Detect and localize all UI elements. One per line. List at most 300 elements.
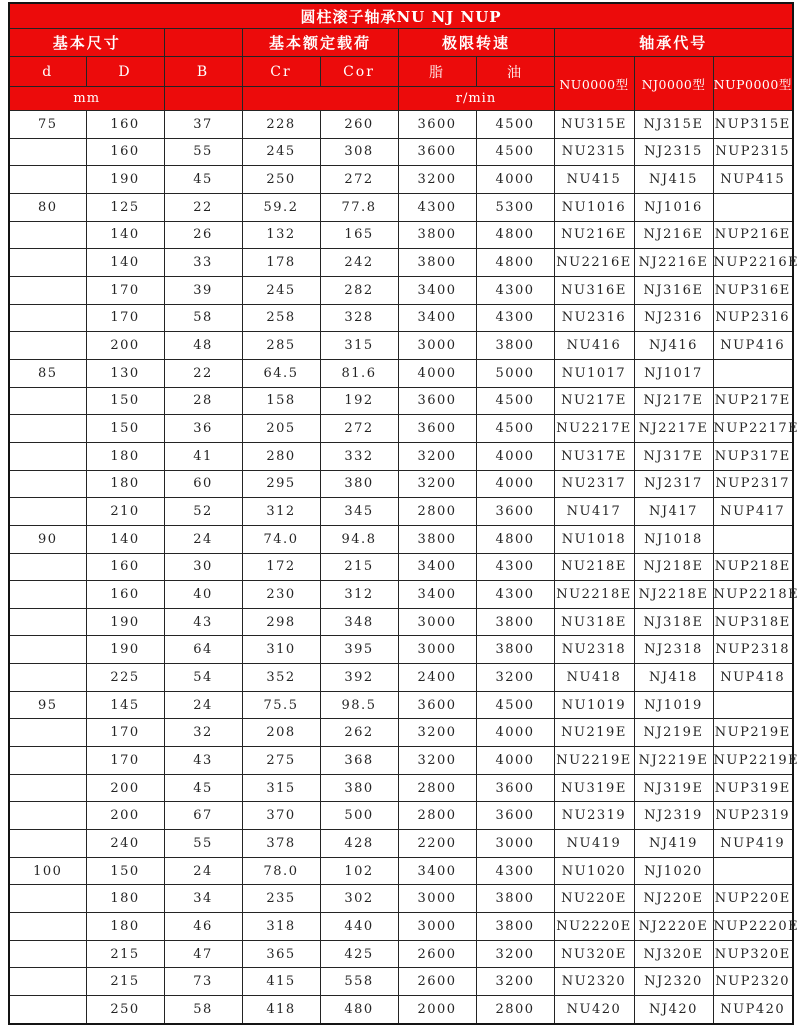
cell-NU-code: NU2318 (554, 636, 634, 664)
cell-grease-speed: 3800 (398, 221, 476, 249)
cell-Cor: 94.8 (320, 525, 398, 553)
col-cor: Cor (320, 57, 398, 87)
cell-NUP-code: NUP315E (713, 111, 793, 139)
cell-NU-code: NU317E (554, 442, 634, 470)
cell-oil-speed: 4500 (476, 138, 554, 166)
cell-Cor: 81.6 (320, 359, 398, 387)
cell-NU-code: NU315E (554, 111, 634, 139)
cell-NUP-code: NUP2318 (713, 636, 793, 664)
cell-d (9, 442, 86, 470)
cell-Cr: 365 (242, 940, 320, 968)
cell-grease-speed: 3800 (398, 525, 476, 553)
cell-d (9, 166, 86, 194)
col-d: d (9, 57, 86, 87)
cell-oil-speed: 4000 (476, 719, 554, 747)
cell-NJ-code: NJ1018 (634, 525, 713, 553)
cell-Cor: 345 (320, 498, 398, 526)
cell-Cr: 258 (242, 304, 320, 332)
cell-grease-speed: 3000 (398, 332, 476, 360)
cell-Cr: 315 (242, 774, 320, 802)
cell-Cor: 165 (320, 221, 398, 249)
cell-B: 30 (164, 553, 242, 581)
cell-d (9, 332, 86, 360)
cell-d (9, 415, 86, 443)
table-row (9, 193, 793, 221)
cell-grease-speed: 2600 (398, 940, 476, 968)
cell-grease-speed: 3000 (398, 636, 476, 664)
cell-oil-speed: 4000 (476, 470, 554, 498)
cell-oil-speed: 3200 (476, 664, 554, 692)
cell-B: 43 (164, 747, 242, 775)
cell-D: 145 (86, 691, 164, 719)
cell-oil-speed: 4500 (476, 387, 554, 415)
cell-d (9, 387, 86, 415)
col-D: D (86, 57, 164, 87)
cell-NUP-code: NUP2317 (713, 470, 793, 498)
cell-NU-code: NU318E (554, 608, 634, 636)
cell-grease-speed: 3400 (398, 857, 476, 885)
cell-NUP-code: NUP218E (713, 553, 793, 581)
cell-NJ-code: NJ319E (634, 774, 713, 802)
cell-NU-code: NU2315 (554, 138, 634, 166)
cell-NUP-code (713, 525, 793, 553)
cell-oil-speed: 4000 (476, 442, 554, 470)
table-row (9, 249, 793, 277)
cell-Cr: 312 (242, 498, 320, 526)
table-body (9, 111, 800, 1024)
cell-D: 125 (86, 193, 164, 221)
cell-NUP-code: NUP219E (713, 719, 793, 747)
cell-Cr: 172 (242, 553, 320, 581)
cell-Cor: 262 (320, 719, 398, 747)
group-header-row (9, 29, 793, 57)
col-B: B (164, 57, 242, 87)
cell-NJ-code: NJ219E (634, 719, 713, 747)
col-grease: 脂 (398, 57, 476, 87)
cell-NUP-code: NUP420 (713, 996, 793, 1024)
cell-NUP-code: NUP2218E (713, 581, 793, 609)
cell-B: 39 (164, 276, 242, 304)
cell-D: 190 (86, 166, 164, 194)
cell-Cr: 250 (242, 166, 320, 194)
cell-D: 140 (86, 249, 164, 277)
table-row (9, 830, 793, 858)
cell-B: 46 (164, 913, 242, 941)
cell-Cr: 132 (242, 221, 320, 249)
cell-Cr: 75.5 (242, 691, 320, 719)
cell-B: 52 (164, 498, 242, 526)
cell-B: 24 (164, 525, 242, 553)
cell-d: 90 (9, 525, 86, 553)
cell-grease-speed: 3600 (398, 111, 476, 139)
cell-NJ-code: NJ217E (634, 387, 713, 415)
cell-NUP-code (713, 359, 793, 387)
cell-Cr: 158 (242, 387, 320, 415)
cell-oil-speed: 4000 (476, 166, 554, 194)
cell-NU-code: NU218E (554, 553, 634, 581)
cell-Cor: 282 (320, 276, 398, 304)
table-row (9, 470, 793, 498)
cell-NJ-code: NJ2216E (634, 249, 713, 277)
cell-d (9, 719, 86, 747)
table-header (9, 3, 793, 111)
cell-B: 55 (164, 830, 242, 858)
table-row (9, 857, 793, 885)
cell-grease-speed: 2000 (398, 996, 476, 1024)
cell-D: 170 (86, 304, 164, 332)
header-bearing-code: 轴承代号 (554, 29, 793, 57)
table-row (9, 415, 793, 443)
cell-Cr: 285 (242, 332, 320, 360)
cell-oil-speed: 3800 (476, 332, 554, 360)
cell-D: 170 (86, 747, 164, 775)
cell-NJ-code: NJ318E (634, 608, 713, 636)
cell-D: 225 (86, 664, 164, 692)
cell-Cr: 208 (242, 719, 320, 747)
cell-NJ-code: NJ416 (634, 332, 713, 360)
cell-oil-speed: 4300 (476, 553, 554, 581)
cell-NUP-code: NUP2316 (713, 304, 793, 332)
header-limit-speed: 极限转速 (398, 29, 554, 57)
cell-Cor: 332 (320, 442, 398, 470)
cell-d (9, 498, 86, 526)
cell-B: 28 (164, 387, 242, 415)
cell-d (9, 664, 86, 692)
cell-Cor: 77.8 (320, 193, 398, 221)
cell-NU-code: NU420 (554, 996, 634, 1024)
cell-Cor: 308 (320, 138, 398, 166)
cell-grease-speed: 3600 (398, 691, 476, 719)
cell-Cr: 378 (242, 830, 320, 858)
cell-B: 34 (164, 885, 242, 913)
cell-Cor: 348 (320, 608, 398, 636)
cell-NUP-code: NUP2216E (713, 249, 793, 277)
unit-spacer-b (164, 87, 242, 111)
cell-oil-speed: 4800 (476, 221, 554, 249)
cell-grease-speed: 4300 (398, 193, 476, 221)
cell-Cr: 352 (242, 664, 320, 692)
cell-Cor: 102 (320, 857, 398, 885)
cell-NJ-code: NJ419 (634, 830, 713, 858)
cell-d (9, 940, 86, 968)
cell-D: 180 (86, 913, 164, 941)
cell-NU-code: NU219E (554, 719, 634, 747)
cell-NJ-code: NJ2319 (634, 802, 713, 830)
cell-d: 100 (9, 857, 86, 885)
cell-NJ-code: NJ2320 (634, 968, 713, 996)
unit-rpm: r/min (398, 87, 554, 111)
cell-NU-code: NU416 (554, 332, 634, 360)
cell-NU-code: NU220E (554, 885, 634, 913)
col-nup-type: NUP0000型 (713, 57, 793, 111)
cell-NJ-code: NJ2318 (634, 636, 713, 664)
cell-D: 190 (86, 636, 164, 664)
table-row (9, 138, 793, 166)
cell-B: 33 (164, 249, 242, 277)
cell-d (9, 608, 86, 636)
cell-NU-code: NU1019 (554, 691, 634, 719)
cell-NJ-code: NJ315E (634, 111, 713, 139)
table-row (9, 304, 793, 332)
cell-d (9, 968, 86, 996)
cell-grease-speed: 3400 (398, 304, 476, 332)
cell-NJ-code: NJ1020 (634, 857, 713, 885)
cell-NJ-code: NJ316E (634, 276, 713, 304)
cell-Cr: 298 (242, 608, 320, 636)
cell-d (9, 276, 86, 304)
cell-oil-speed: 4500 (476, 691, 554, 719)
title-row (9, 3, 793, 29)
cell-D: 160 (86, 138, 164, 166)
cell-NUP-code: NUP316E (713, 276, 793, 304)
cell-NU-code: NU316E (554, 276, 634, 304)
cell-Cr: 295 (242, 470, 320, 498)
cell-d (9, 885, 86, 913)
cell-oil-speed: 4000 (476, 747, 554, 775)
cell-B: 45 (164, 166, 242, 194)
cell-Cr: 415 (242, 968, 320, 996)
cell-Cor: 272 (320, 415, 398, 443)
cell-NU-code: NU319E (554, 774, 634, 802)
cell-B: 24 (164, 857, 242, 885)
cell-D: 200 (86, 774, 164, 802)
cell-grease-speed: 2400 (398, 664, 476, 692)
cell-Cor: 425 (320, 940, 398, 968)
cell-D: 160 (86, 111, 164, 139)
cell-oil-speed: 4300 (476, 276, 554, 304)
cell-B: 26 (164, 221, 242, 249)
table-row (9, 111, 793, 139)
cell-NUP-code: NUP317E (713, 442, 793, 470)
cell-B: 45 (164, 774, 242, 802)
cell-oil-speed: 4500 (476, 415, 554, 443)
cell-oil-speed: 3000 (476, 830, 554, 858)
cell-D: 210 (86, 498, 164, 526)
cell-NU-code: NU2320 (554, 968, 634, 996)
cell-oil-speed: 3200 (476, 940, 554, 968)
cell-grease-speed: 3600 (398, 138, 476, 166)
cell-NUP-code: NUP319E (713, 774, 793, 802)
cell-D: 250 (86, 996, 164, 1024)
cell-Cr: 245 (242, 276, 320, 304)
cell-Cor: 312 (320, 581, 398, 609)
table-row (9, 968, 793, 996)
cell-NUP-code: NUP419 (713, 830, 793, 858)
cell-NUP-code: NUP318E (713, 608, 793, 636)
cell-Cr: 418 (242, 996, 320, 1024)
cell-oil-speed: 4300 (476, 304, 554, 332)
table-row (9, 747, 793, 775)
cell-d (9, 996, 86, 1024)
cell-d (9, 304, 86, 332)
cell-B: 22 (164, 193, 242, 221)
cell-NJ-code: NJ320E (634, 940, 713, 968)
cell-Cor: 260 (320, 111, 398, 139)
table-row (9, 774, 793, 802)
table-row (9, 664, 793, 692)
table-row (9, 332, 793, 360)
table-row (9, 996, 793, 1024)
cell-Cor: 428 (320, 830, 398, 858)
cell-d (9, 470, 86, 498)
cell-D: 180 (86, 885, 164, 913)
cell-NUP-code (713, 691, 793, 719)
cell-d (9, 138, 86, 166)
cell-B: 43 (164, 608, 242, 636)
cell-NUP-code: NUP417 (713, 498, 793, 526)
column-header-row (9, 57, 793, 87)
cell-Cor: 380 (320, 774, 398, 802)
table-row (9, 691, 793, 719)
cell-Cr: 280 (242, 442, 320, 470)
cell-NU-code: NU2218E (554, 581, 634, 609)
cell-NU-code: NU2220E (554, 913, 634, 941)
col-oil: 油 (476, 57, 554, 87)
cell-grease-speed: 3200 (398, 747, 476, 775)
cell-B: 24 (164, 691, 242, 719)
cell-B: 41 (164, 442, 242, 470)
cell-NUP-code: NUP320E (713, 940, 793, 968)
cell-Cr: 64.5 (242, 359, 320, 387)
header-rated-load: 基本额定载荷 (242, 29, 398, 57)
cell-grease-speed: 3200 (398, 470, 476, 498)
cell-grease-speed: 3200 (398, 442, 476, 470)
cell-Cr: 230 (242, 581, 320, 609)
cell-oil-speed: 4300 (476, 857, 554, 885)
cell-NJ-code: NJ317E (634, 442, 713, 470)
cell-B: 47 (164, 940, 242, 968)
cell-grease-speed: 3400 (398, 553, 476, 581)
cell-d (9, 747, 86, 775)
cell-NU-code: NU216E (554, 221, 634, 249)
cell-D: 240 (86, 830, 164, 858)
cell-Cr: 318 (242, 913, 320, 941)
table-row (9, 553, 793, 581)
cell-NUP-code: NUP2219E (713, 747, 793, 775)
cell-Cr: 59.2 (242, 193, 320, 221)
cell-Cor: 302 (320, 885, 398, 913)
cell-B: 32 (164, 719, 242, 747)
cell-NUP-code: NUP2320 (713, 968, 793, 996)
cell-Cr: 78.0 (242, 857, 320, 885)
cell-oil-speed: 3600 (476, 802, 554, 830)
cell-NJ-code: NJ415 (634, 166, 713, 194)
cell-D: 160 (86, 553, 164, 581)
cell-Cr: 370 (242, 802, 320, 830)
table-row (9, 442, 793, 470)
cell-grease-speed: 2800 (398, 498, 476, 526)
cell-Cr: 275 (242, 747, 320, 775)
cell-oil-speed: 3600 (476, 774, 554, 802)
cell-NJ-code: NJ2218E (634, 581, 713, 609)
cell-Cor: 558 (320, 968, 398, 996)
cell-NJ-code: NJ216E (634, 221, 713, 249)
cell-d (9, 913, 86, 941)
cell-grease-speed: 3000 (398, 913, 476, 941)
table-row (9, 940, 793, 968)
cell-Cor: 480 (320, 996, 398, 1024)
cell-NUP-code: NUP2315 (713, 138, 793, 166)
cell-NUP-code: NUP2220E (713, 913, 793, 941)
cell-oil-speed: 3800 (476, 608, 554, 636)
table-row (9, 359, 793, 387)
cell-D: 150 (86, 387, 164, 415)
cell-NUP-code: NUP220E (713, 885, 793, 913)
cell-D: 180 (86, 470, 164, 498)
cell-Cor: 328 (320, 304, 398, 332)
cell-NJ-code: NJ2316 (634, 304, 713, 332)
cell-D: 200 (86, 802, 164, 830)
cell-Cor: 440 (320, 913, 398, 941)
cell-NU-code: NU2319 (554, 802, 634, 830)
table-row (9, 608, 793, 636)
cell-NU-code: NU415 (554, 166, 634, 194)
header-basic-dimensions: 基本尺寸 (9, 29, 164, 57)
cell-B: 67 (164, 802, 242, 830)
cell-NU-code: NU419 (554, 830, 634, 858)
table-row (9, 636, 793, 664)
cell-D: 150 (86, 415, 164, 443)
cell-NUP-code: NUP415 (713, 166, 793, 194)
cell-grease-speed: 3200 (398, 166, 476, 194)
cell-oil-speed: 4800 (476, 525, 554, 553)
header-b-spacer (164, 29, 242, 57)
cell-Cor: 395 (320, 636, 398, 664)
cell-NJ-code: NJ1017 (634, 359, 713, 387)
cell-B: 37 (164, 111, 242, 139)
cell-Cor: 272 (320, 166, 398, 194)
cell-B: 58 (164, 996, 242, 1024)
cell-Cr: 228 (242, 111, 320, 139)
cell-Cor: 215 (320, 553, 398, 581)
table-row (9, 525, 793, 553)
table-row (9, 166, 793, 194)
cell-Cr: 245 (242, 138, 320, 166)
cell-Cor: 392 (320, 664, 398, 692)
cell-B: 36 (164, 415, 242, 443)
cell-grease-speed: 3000 (398, 608, 476, 636)
cell-Cr: 178 (242, 249, 320, 277)
table-row (9, 581, 793, 609)
cell-oil-speed: 3800 (476, 885, 554, 913)
cell-oil-speed: 3800 (476, 913, 554, 941)
cell-grease-speed: 2800 (398, 802, 476, 830)
cell-d (9, 774, 86, 802)
cell-NJ-code: NJ2220E (634, 913, 713, 941)
cell-NU-code: NU418 (554, 664, 634, 692)
table-row (9, 498, 793, 526)
bearing-spec-table (8, 2, 800, 1025)
cell-d (9, 802, 86, 830)
cell-d (9, 830, 86, 858)
cell-NUP-code: NUP217E (713, 387, 793, 415)
cell-B: 48 (164, 332, 242, 360)
table-title: 圆柱滚子轴承NU NJ NUP (9, 3, 793, 29)
cell-NUP-code: NUP416 (713, 332, 793, 360)
cell-grease-speed: 3600 (398, 387, 476, 415)
cell-NUP-code (713, 857, 793, 885)
cell-NUP-code: NUP216E (713, 221, 793, 249)
cell-grease-speed: 2200 (398, 830, 476, 858)
cell-B: 64 (164, 636, 242, 664)
cell-NUP-code: NUP418 (713, 664, 793, 692)
cell-NUP-code (713, 193, 793, 221)
cell-oil-speed: 5300 (476, 193, 554, 221)
unit-mm: mm (9, 87, 164, 111)
cell-D: 140 (86, 221, 164, 249)
cell-NUP-code: NUP2217E (713, 415, 793, 443)
col-cr: Cr (242, 57, 320, 87)
